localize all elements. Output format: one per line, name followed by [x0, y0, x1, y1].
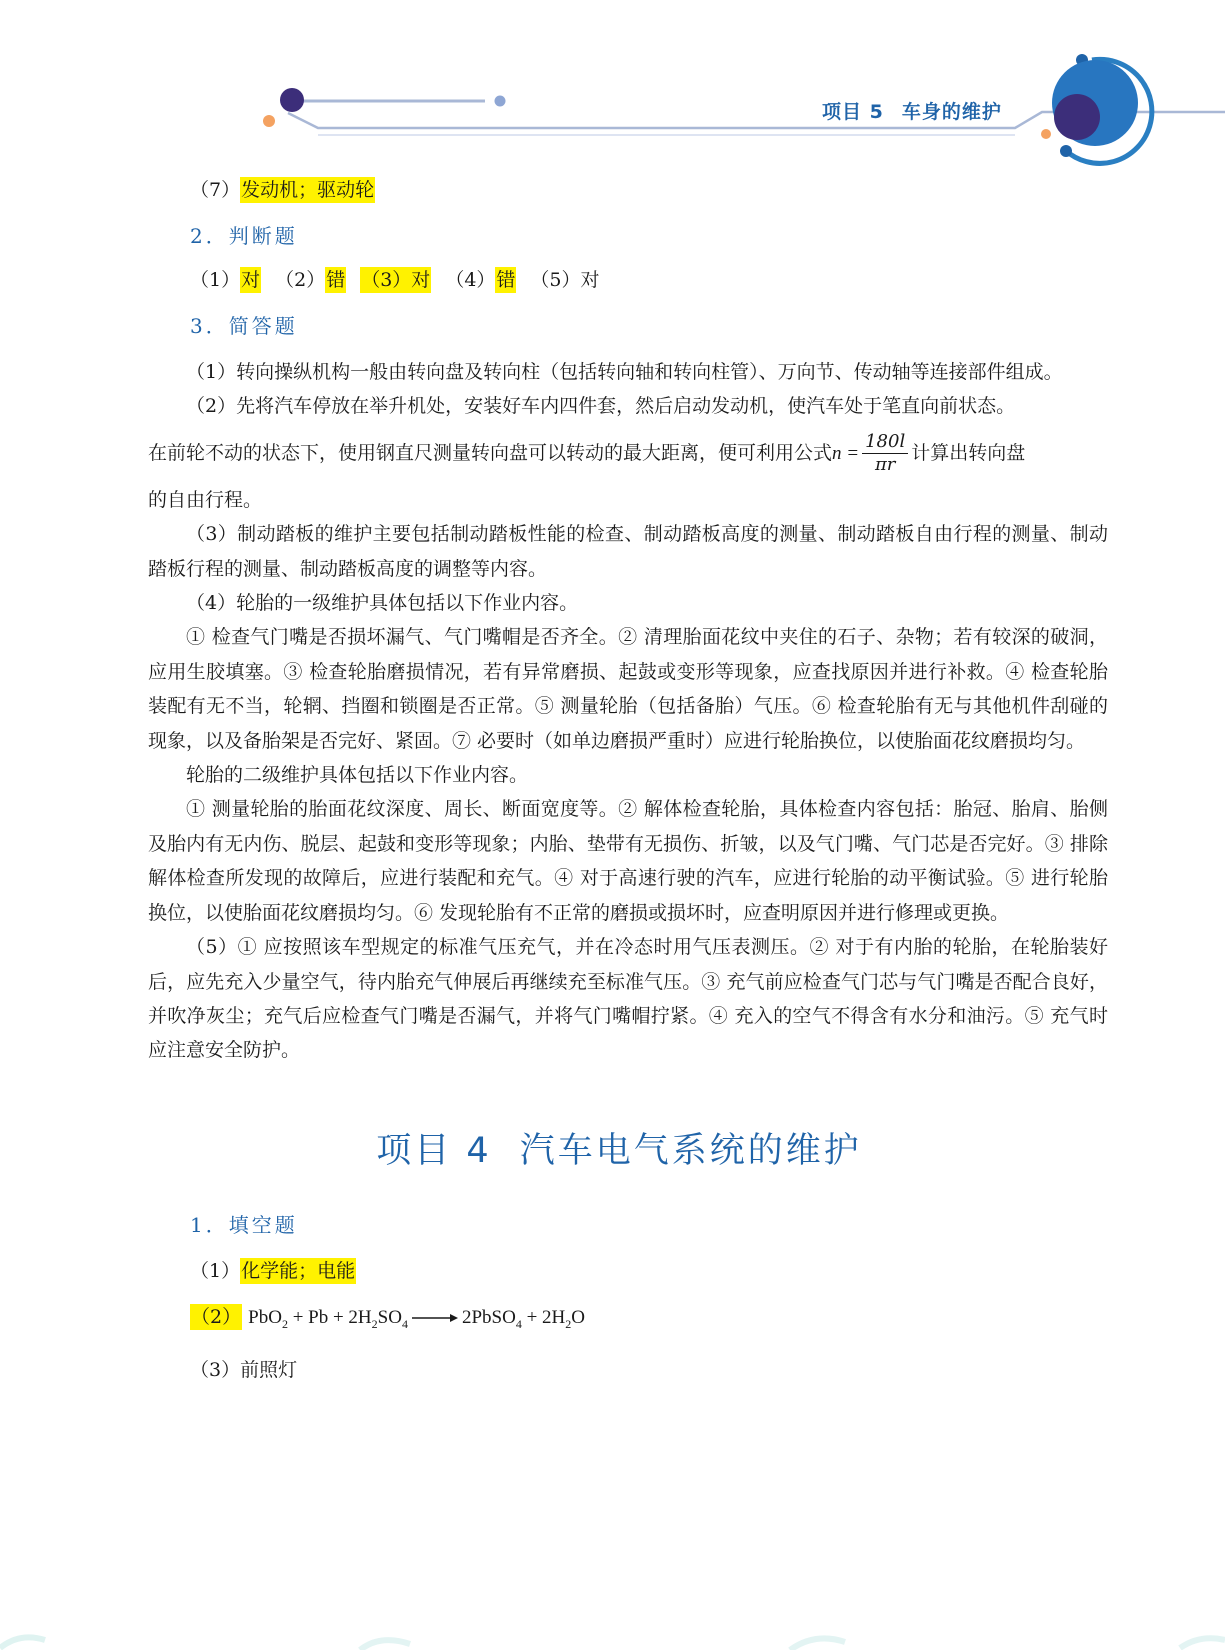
judge-4-label: （4） — [445, 269, 496, 291]
reaction-arrow-icon — [412, 1313, 458, 1323]
page-content — [148, 170, 1108, 1387]
short-answer-4-second: 轮胎的二级维护具体包括以下作业内容。 — [186, 764, 529, 787]
fill-answer-3 — [148, 1353, 1108, 1387]
chemical-equation — [248, 1306, 585, 1331]
eq-sub: 2 — [371, 1316, 378, 1331]
judge-1-label: （1） — [190, 269, 241, 291]
short-answer-2b-post: 计算出转向盘 — [911, 441, 1026, 464]
fill-answer-2 — [148, 1300, 1108, 1341]
header-dot-right-orange — [1041, 129, 1051, 139]
header-decoration — [0, 0, 1225, 170]
header-dot-small-blue — [495, 96, 506, 107]
header-dot-left-orange — [263, 115, 275, 127]
fill-heading: 1．填空题 — [190, 1212, 298, 1237]
short-answer-2b-pre: 在前轮不动的状态下，使用钢直尺测量转向盘可以转动的最大距离，便可利用公式 — [148, 441, 833, 464]
header-project-title: 车身的维护 — [901, 101, 1002, 123]
formula-numerator: 180l — [862, 431, 908, 454]
short-answers — [148, 355, 1108, 1068]
short-answer-5: （5）① 应按照该车型规定的标准气压充气，并在冷态时用气压表测压。② 对于有内胎的轮胎，在轮胎装好后，应先充入少量空气，待内胎充气伸展后再继续充至标准气压。③ 充气前应检查气门芯与气门嘴是否配合良好，并吹净灰尘；充气后应检查气门嘴是否漏气，并将气门嘴帽拧紧。④ 充入的空气不得含有水分和油污。⑤ 充气时应注意安全防护。 — [148, 936, 1108, 1062]
short-answer-2c: 的自由行程。 — [148, 488, 263, 511]
formula-lhs: n = — [832, 442, 860, 464]
fill-1-label: （1） — [190, 1259, 241, 1282]
short-answer-3: （3）制动踏板的维护主要包括制动踏板性能的检查、制动踏板高度的测量、制动踏板自由行程的测量、制动踏板行程的测量、制动踏板高度的调整等内容。 — [148, 523, 1108, 580]
judge-2-label: （2） — [275, 269, 326, 291]
header-title — [822, 97, 1002, 124]
formula-fraction — [862, 431, 908, 476]
eq-h: + 2H — [521, 1306, 566, 1328]
header-ring-dot-bottom — [1060, 145, 1072, 157]
short-answer-1: （1）转向操纵机构一般由转向盘及转向柱（包括转向轴和转向柱管）、万向节、传动轴等连接部件组成。 — [186, 361, 1063, 383]
header-dot-left-purple — [280, 88, 304, 112]
eq-o: O — [571, 1306, 585, 1328]
fill-1-answer: 化学能；电能 — [241, 1259, 356, 1282]
q7-label: （7） — [190, 179, 241, 201]
judge-answers — [148, 263, 1108, 297]
fill-answer-1 — [148, 1254, 1108, 1288]
header-big-purple-circle — [1054, 94, 1100, 140]
eq-pb-h: + Pb + 2H — [287, 1306, 372, 1328]
judge-3: （3）对 — [361, 269, 431, 291]
judge-5: （5）对 — [530, 269, 600, 291]
eq-pbso: 2PbSO — [461, 1306, 516, 1328]
q7-answer: 发动机；驱动轮 — [241, 179, 375, 201]
fill-2-label: （2） — [191, 1305, 242, 1328]
chapter-name: 汽车电气系统的维护 — [519, 1130, 862, 1171]
eq-sub: 2 — [281, 1316, 288, 1331]
judge-heading: 2．判断题 — [190, 224, 298, 248]
judge-2-value: 错 — [326, 269, 346, 291]
chapter-label: 项目 4 — [376, 1130, 492, 1171]
short-answer-2b — [148, 424, 1108, 483]
judge-1-value: 对 — [241, 269, 261, 291]
short-answer-4: （4）轮胎的一级维护具体包括以下作业内容。 — [186, 592, 579, 615]
eq-so: SO — [377, 1306, 402, 1328]
chapter-title — [130, 1126, 1108, 1176]
short-answer-4-list: ① 检查气门嘴是否损坏漏气、气门嘴帽是否齐全。② 清理胎面花纹中夹住的石子、杂物；若有较深的破洞，应用生胶填塞。③ 检查轮胎磨损情况，若有异常磨损、起鼓或变形等现象，应查找原因并进行补救。④ 检查轮胎装配有无不当，轮辋、挡圈和锁圈是否正常。⑤ 测量轮胎（包括备胎）气压。⑥ 检查轮胎有无与其他机件刮碰的现象，以及备胎架是否完好、紧固。⑦ 必要时（如单边磨损严重时）应进行轮胎换位，以使胎面花纹磨损均匀。 — [148, 626, 1108, 752]
short-answer-4-second-list: ① 测量轮胎的胎面花纹深度、周长、断面宽度等。② 解体检查轮胎，具体检查内容包括：胎冠、胎肩、胎侧及胎内有无内伤、脱层、起鼓和变形等现象；内胎、垫带有无损伤、折皱，以及气门嘴、气门芯是否完好。③ 排除解体检查所发现的故障后，应进行装配和充气。④ 对于高速行驶的汽车，应进行轮胎的动平衡试验。⑤ 进行轮胎换位，以使胎面花纹磨损均匀。⑥ 发现轮胎有不正常的磨损或损坏时，应查明原因并进行修理或更换。 — [148, 798, 1108, 924]
judge-4-value: 错 — [496, 269, 516, 291]
footer-watermark — [0, 1610, 1225, 1650]
short-answer-2a: （2）先将汽车停放在举升机处，安装好车内四件套，然后启动发动机，使汽车处于笔直向前状态。 — [186, 395, 1016, 418]
eq-pbo: PbO — [248, 1306, 282, 1328]
answer-q7 — [148, 173, 1108, 207]
fill-3-answer: 前照灯 — [240, 1358, 298, 1381]
formula-denominator: πr — [874, 454, 896, 476]
short-heading: 3．简答题 — [190, 314, 298, 338]
header-project-label: 项目 5 — [822, 101, 884, 123]
eq-sub: 2 — [565, 1316, 572, 1331]
fill-3-label: （3） — [190, 1358, 241, 1381]
eq-sub: 4 — [515, 1316, 522, 1331]
eq-sub: 4 — [401, 1316, 408, 1331]
